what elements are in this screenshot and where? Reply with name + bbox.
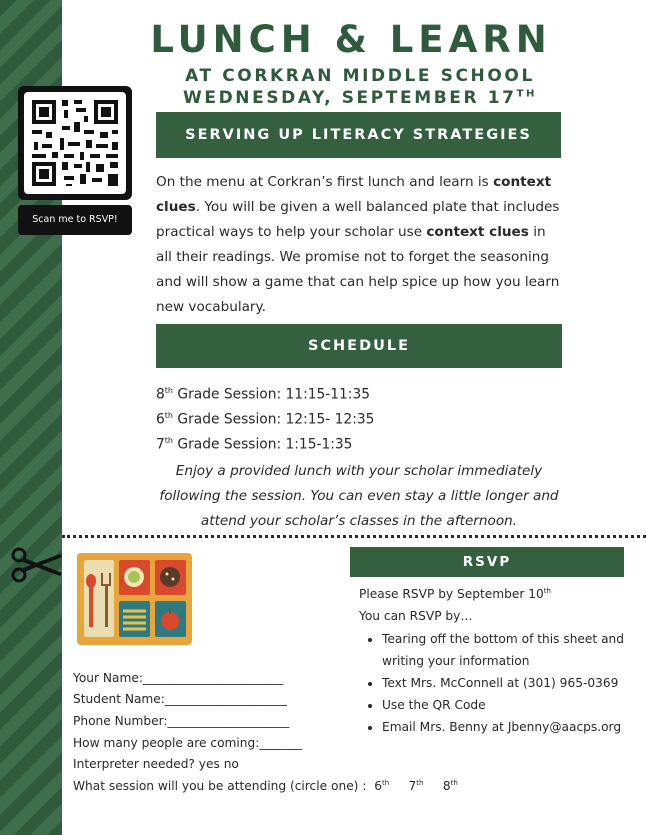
- session-choice-6[interactable]: 6th: [374, 779, 390, 794]
- rsvp-intro: You can RSVP by…: [359, 609, 473, 623]
- literacy-banner: SERVING UP LITERACY STRATEGIES: [156, 112, 561, 158]
- list-item: • Email Mrs. Benny at Jbenny@aacps.org: [382, 716, 646, 738]
- qr-code-icon: [24, 92, 126, 194]
- qr-code[interactable]: [18, 86, 132, 200]
- schedule-item: 8th Grade Session: 11:15-11:35: [156, 386, 371, 403]
- page-title: LUNCH & LEARN: [150, 18, 552, 61]
- people-count-field[interactable]: How many people are coming:_______: [73, 736, 303, 750]
- student-name-field[interactable]: Student Name:____________________: [73, 692, 287, 706]
- cut-line: [62, 535, 646, 538]
- session-choice-8[interactable]: 8th: [442, 779, 458, 794]
- rsvp-scan-button[interactable]: Scan me to RSVP!: [18, 205, 132, 235]
- phone-number-field[interactable]: Phone Number:____________________: [73, 714, 290, 728]
- schedule-item: 7th Grade Session: 1:15-1:35: [156, 436, 353, 453]
- lunch-tray-icon: [77, 553, 192, 645]
- session-choice-7[interactable]: 7th: [408, 779, 424, 794]
- rsvp-banner: RSVP: [350, 547, 624, 577]
- school-subtitle: AT CORKRAN MIDDLE SCHOOL: [185, 66, 535, 86]
- list-item: • Tearing off the bottom of this sheet and writing your information: [382, 628, 646, 672]
- interpreter-field[interactable]: Interpreter needed? yes no: [73, 757, 239, 771]
- rsvp-deadline: Please RSVP by September 10th: [359, 587, 551, 602]
- list-item: • Use the QR Code: [382, 694, 646, 716]
- scissors-icon: [10, 545, 66, 585]
- schedule-item: 6th Grade Session: 12:15- 12:35: [156, 411, 375, 428]
- rsvp-options: [358, 628, 646, 738]
- list-item: • Text Mrs. McConnell at (301) 965-0369: [382, 672, 646, 694]
- your-name-field[interactable]: Your Name:_______________________: [73, 671, 284, 685]
- date-subtitle: WEDNESDAY, SEPTEMBER 17TH: [183, 88, 537, 108]
- lunch-note: Enjoy a provided lunch with your scholar immediately following the session. You can even stay a little longer and attend your scholar’s classes in the afternoon.: [159, 463, 559, 529]
- session-choice-field[interactable]: What session will you be attending (circle one) : 6th 7th 8th: [73, 779, 458, 794]
- intro-paragraph: On the menu at Corkran’s first lunch and learn is context clues. You will be given a well balanced plate that includes practical ways to help your scholar use context clues in all their readings. We promise not to forget the seasoning and will show a game that can help spice up how you learn new vocabulary.: [156, 174, 560, 315]
- schedule-banner: SCHEDULE: [156, 324, 562, 368]
